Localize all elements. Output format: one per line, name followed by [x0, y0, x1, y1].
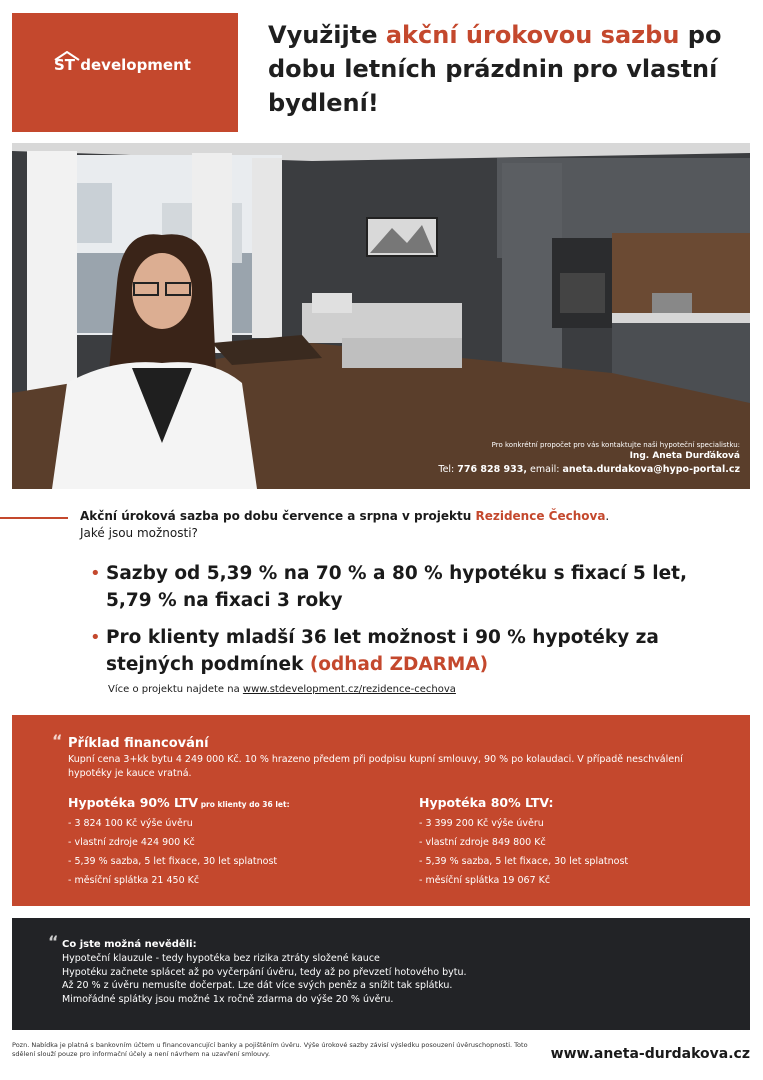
did-you-know-line: Až 20 % z úvěru nemusíte dočerpat. Lze dát více svých peněz a snížit tak splátku.: [62, 980, 453, 991]
did-you-know-title: Co jste možná nevěděli:: [62, 939, 197, 950]
project-name: Rezidence Čechova: [475, 509, 606, 523]
section-divider: [0, 517, 68, 519]
did-you-know-line: Mimořádné splátky jsou možné 1x ročně zdarma do výše 20 % úvěru.: [62, 993, 394, 1005]
project-link-prefix: Více o projektu najdete na: [108, 684, 243, 695]
mortgage-80-title: Hypotéka 80% LTV:: [419, 795, 554, 810]
quote-icon: “: [48, 932, 59, 951]
footnote: Pozn. Nabídka je platná s bankovním účtem u financovancující banky a pojištěním úvěru. Výše úrokové sazby závisí výsledku posouzení úvěruschopnosti. Toto sdělení slouží pouze pro informační účely a není návrhem na uzavření smlouvy.: [12, 1041, 528, 1058]
brand-logo-text: ST development: [54, 56, 191, 74]
list-item: - měsíční splátka 19 067 Kč: [419, 875, 551, 886]
headline-part: Využijte: [268, 21, 386, 49]
intro-bold: Akční úroková sazba po dobu července a srpna v projektu: [80, 509, 476, 523]
tel-label: Tel:: [438, 464, 458, 475]
hero-photo: [12, 143, 750, 489]
interior-illustration: [12, 143, 750, 489]
brand-logo-box: [12, 13, 238, 132]
project-link-line: [108, 684, 456, 695]
intro-dot: .: [605, 509, 610, 523]
intro-text: [80, 508, 609, 542]
bullet-dot-icon: •: [90, 563, 101, 584]
mortgage-80-column: [419, 795, 628, 890]
mortgage-90-title: Hypotéka 90% LTV: [68, 795, 199, 810]
contact-intro: Pro konkrétní propočet pro vás kontaktujte naši hypoteční specialistku:: [491, 441, 740, 449]
list-item: - 5,39 % sazba, 5 let fixace, 30 let splatnost: [68, 856, 278, 867]
quote-icon: “: [52, 731, 63, 750]
email-label: email:: [527, 464, 563, 475]
bullet-text: Pro klienty mladší 36 let možnost i 90 % hypotéky za stejných podmínek: [106, 627, 659, 675]
website-link[interactable]: www.aneta-durdakova.cz: [550, 1046, 750, 1062]
did-you-know-panel: [12, 918, 750, 1030]
contact-name: Ing. Aneta Durďáková: [629, 451, 740, 461]
list-item: - 5,39 % sazba, 5 let fixace, 30 let splatnost: [419, 856, 629, 867]
example-title: Příklad financování: [68, 736, 209, 751]
example-description: Kupní cena 3+kk bytu 4 249 000 Kč. 10 % hrazeno předem při podpisu kupní smlouvy, 90 % po kolaudaci. V případě neschválení hypotéky je kauce vratná.: [68, 754, 683, 779]
list-item: - vlastní zdroje 424 900 Kč: [68, 837, 195, 848]
email-link[interactable]: aneta.durdakova@hypo-portal.cz: [562, 464, 740, 475]
did-you-know-line: Hypotéku začnete splácet až po vyčerpání úvěru, tedy až po převzetí hotového bytu.: [62, 966, 467, 978]
bullet-accent: (odhad ZDARMA): [309, 654, 489, 675]
contact-line: [438, 464, 740, 475]
bullet-dot-icon: •: [90, 627, 101, 648]
list-item: - měsíční splátka 21 450 Kč: [68, 875, 200, 886]
mortgage-90-subtitle: pro klienty do 36 let:: [198, 800, 290, 809]
tel-number[interactable]: 776 828 933,: [457, 464, 527, 475]
list-item: - 3 399 200 Kč výše úvěru: [419, 818, 544, 829]
contact-block: [438, 441, 740, 475]
intro-question: Jaké jsou možnosti?: [80, 526, 198, 540]
bullet-item: [90, 560, 730, 614]
headline: [268, 18, 748, 120]
headline-part: po dobu letních prázdnin pro vlastní bydlení!: [268, 21, 722, 117]
did-you-know-line: Hypoteční klauzule - tedy hypotéka bez rizika ztráty složené kauce: [62, 953, 380, 964]
list-item: - 3 824 100 Kč výše úvěru: [68, 818, 193, 829]
headline-accent: akční úrokovou sazbu: [385, 21, 680, 49]
bullet-item: [90, 624, 730, 678]
bullet-list: [90, 560, 730, 688]
bullet-text: Sazby od 5,39 % na 70 % a 80 % hypotéku s fixací 5 let, 5,79 % na fixaci 3 roky: [106, 563, 688, 611]
mortgage-90-column: [68, 795, 290, 890]
did-you-know-body: [62, 952, 467, 1006]
project-link[interactable]: www.stdevelopment.cz/rezidence-cechova: [242, 684, 456, 695]
list-item: - vlastní zdroje 849 800 Kč: [419, 837, 546, 848]
financing-example-panel: [12, 715, 750, 906]
